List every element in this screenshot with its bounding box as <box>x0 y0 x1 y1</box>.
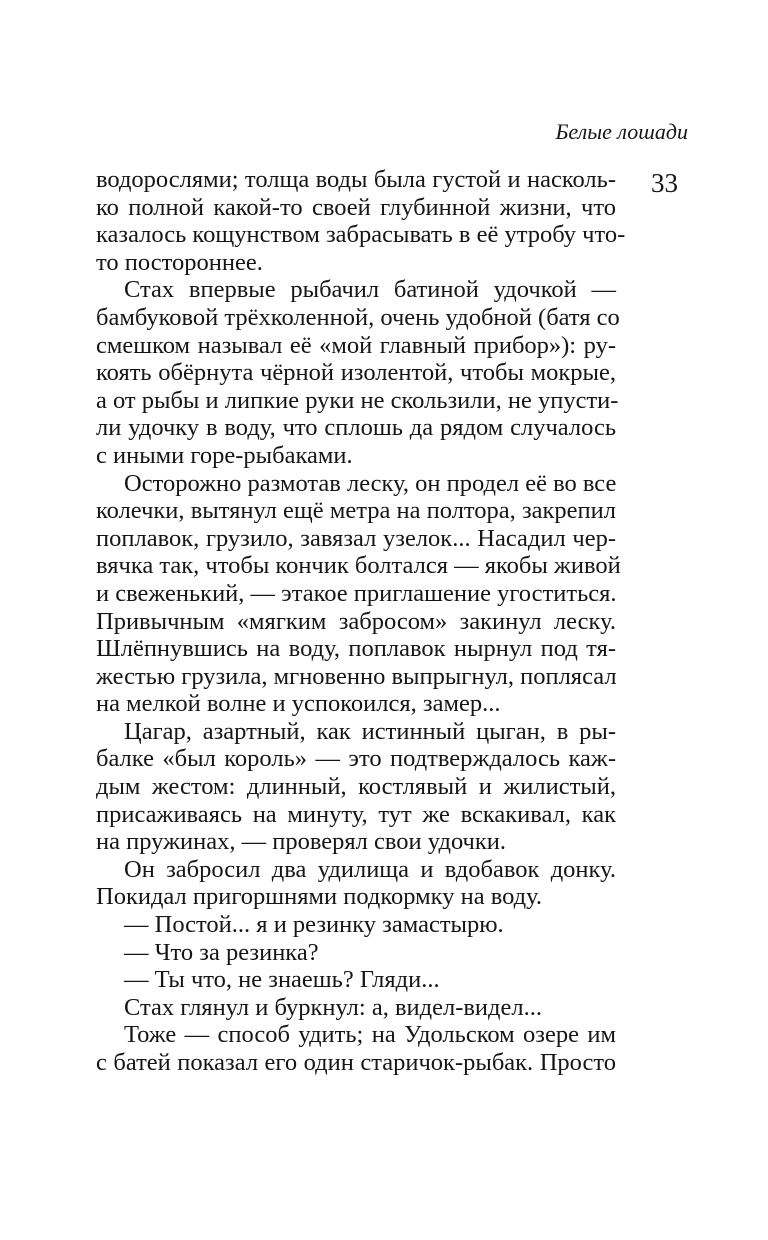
text-line: Цагар, азартный, как истинный цыган, в ры- <box>124 717 616 745</box>
text-line: вячка так, чтобы кончик болтался — якобы живой <box>96 552 621 580</box>
text-line: присаживаясь на минуту, тут же вскакивал, как <box>96 800 616 828</box>
text-line: и свеженький, — этакое приглашение угоститься. <box>96 579 617 607</box>
text-line: смешком называл её «мой главный прибор»): ру- <box>96 331 616 359</box>
text-line: на пружинах, — проверял свои удочки. <box>96 828 507 856</box>
text-line: — Постой... я и резинку замастырю. <box>124 911 504 939</box>
text-line: колечки, вытянул ещё метра на полтора, закрепил <box>96 497 616 525</box>
text-line: Он забросил два удилища и вдобавок донку. <box>124 855 616 883</box>
text-line: на мелкой волне и успокоился, замер... <box>96 690 501 718</box>
text-line: жестью грузила, мгновенно выпрыгнул, поплясал <box>96 662 617 690</box>
text-line: то постороннее. <box>96 248 263 276</box>
text-line: Шлёпнувшись на воду, поплавок нырнул под тя- <box>96 635 616 663</box>
text-line: ко полной какой-то своей глубинной жизни, что <box>96 193 616 221</box>
text-line: казалось кощунством забрасывать в её утробу что- <box>96 221 626 249</box>
text-line: Тоже — способ удить; на Удольском озере им <box>124 1021 616 1049</box>
text-line: — Ты что, не знаешь? Гляди... <box>124 966 440 994</box>
text-line: с иными горе-рыбаками. <box>96 441 353 469</box>
text-line: Стах впервые рыбачил батиной удочкой — <box>124 276 616 304</box>
text-line: Покидал пригоршнями подкормку на воду. <box>96 883 543 911</box>
text-line: с батей показал его один старичок-рыбак. Просто <box>96 1049 616 1076</box>
text-line: — Что за резинка? <box>124 938 319 966</box>
text-line: балке «был король» — это подтверждалось каж- <box>96 745 616 773</box>
text-line: Привычным «мягким забросом» закинул леску. <box>96 607 616 635</box>
text-line: Осторожно размотав леску, он продел её во все <box>124 469 617 497</box>
text-line: поплавок, грузило, завязал узелок... Насадил чер- <box>96 524 616 552</box>
text-line: Стах глянул и буркнул: а, видел-видел... <box>124 993 542 1021</box>
text-line: коять обёрнута чёрной изолентой, чтобы мокрые, <box>96 359 616 387</box>
text-line: водорослями; толща воды была густой и насколь- <box>96 166 616 193</box>
page-number: 33 <box>651 168 678 198</box>
running-head: Белые лошади <box>555 119 688 144</box>
text-line: бамбуковой трёхколенной, очень удобной (батя со <box>96 303 620 331</box>
text-body <box>96 166 626 1077</box>
text-line: а от рыбы и липкие руки не скользили, не упусти- <box>96 386 619 414</box>
text-line: дым жестом: длинный, костлявый и жилистый, <box>96 773 616 801</box>
text-line: ли удочку в воду, что сплошь да рядом случалось <box>96 414 616 442</box>
